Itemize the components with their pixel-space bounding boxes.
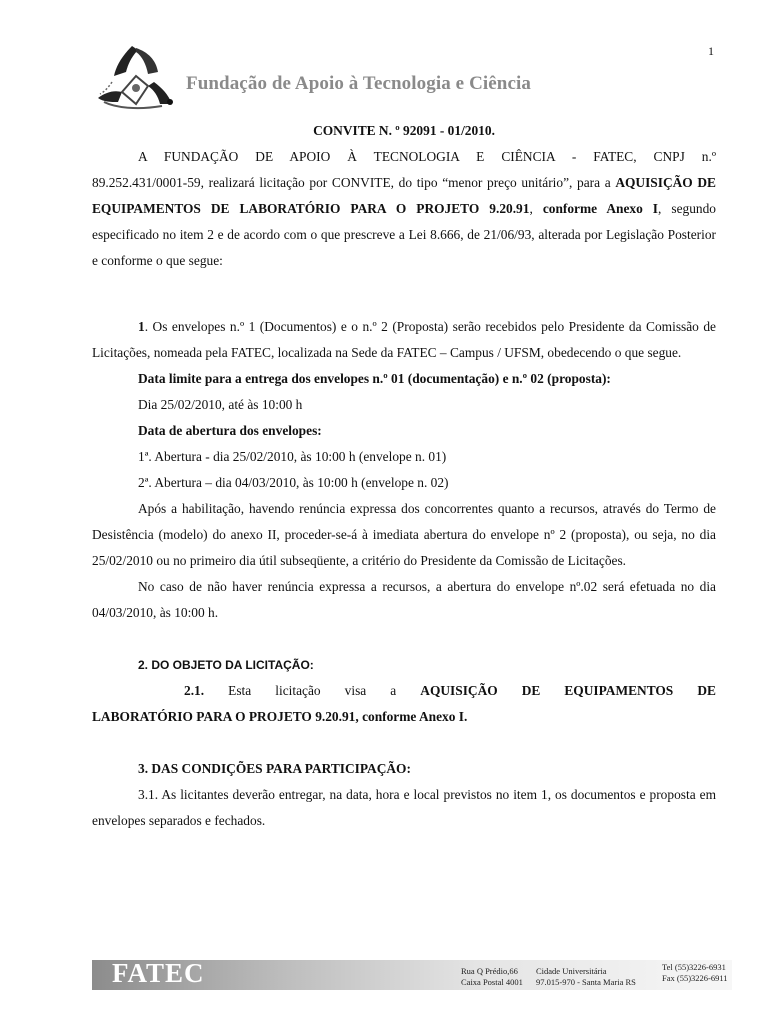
footer-city-line1: Cidade Universitária [536, 966, 607, 976]
waiver-paragraph: Após a habilitação, havendo renúncia expressa dos concorrentes quanto a recursos, através do Termo de Desistência (modelo) do anexo II, proceder-se-á à imediata abertura do envelope nº 2 (proposta), ou seja, no dia 25/02/2010 ou no primeiro dia útil subseqüente, a critério do Presidente da Comissão de Licitações. [92, 501, 716, 568]
section-2-1-bold-word: DE [697, 683, 716, 698]
section-2-1-word: visa [344, 683, 367, 698]
footer-address [461, 966, 523, 988]
section-2-1-word: a [390, 683, 397, 698]
organization-title: Fundação de Apoio à Tecnologia e Ciência [186, 73, 531, 94]
section-2-1-bold-word: DE [521, 683, 541, 698]
opening-first: 1ª. Abertura - dia 25/02/2010, às 10:00 h (envelope n. 01) [138, 449, 447, 464]
document-body [92, 118, 716, 834]
no-waiver-paragraph: No caso de não haver renúncia expressa a recursos, a abertura do envelope nº.02 será efetuada no dia 04/03/2010, às 10:00 h. [92, 579, 716, 620]
section-2-1-bold-word: EQUIPAMENTOS [564, 683, 674, 698]
opening-label: Data de abertura dos envelopes: [138, 423, 322, 438]
intro-bold-annex: conforme Anexo I [542, 201, 659, 216]
footer-city [536, 966, 636, 988]
document-title: CONVITE N. º 92091 - 01/2010. [313, 123, 495, 138]
deadline-value: Dia 25/02/2010, até às 10:00 h [138, 397, 303, 412]
intro-paragraph [92, 144, 716, 170]
footer-brand: FATEC [112, 958, 205, 988]
section-2-1-number: 2.1. [184, 683, 205, 698]
section-2-1-line1 [92, 678, 716, 704]
footer-city-line2: 97.015-970 - Santa Maria RS [536, 977, 636, 987]
page-number: 1 [708, 44, 714, 58]
intro-line2: 89.252.431/0001-59, realizará licitação por CONVITE, do tipo “menor preço unitário”, para a [92, 175, 611, 190]
section-1-text: . Os envelopes n.º 1 (Documentos) e o n.º 2 (Proposta) serão recebidos pelo Presidente da Comissão de Licitações, nomeada pela FATEC, localizada na Sede da FATEC – Campus / UFSM, obedecendo o que segue. [92, 319, 716, 360]
intro-line1: A FUNDAÇÃO DE APOIO À TECNOLOGIA E CIÊNCIA - FATEC, CNPJ n.º [138, 149, 716, 164]
section-1-paragraph [92, 314, 716, 366]
fatec-logo-icon [92, 42, 178, 114]
deadline-label: Data limite para a entrega dos envelopes n.º 01 (documentação) e n.º 02 (proposta): [138, 371, 611, 386]
opening-second: 2ª. Abertura – dia 04/03/2010, às 10:00 h (envelope n. 02) [138, 475, 449, 490]
section-2-1-line2: LABORATÓRIO PARA O PROJETO 9.20.91, conforme Anexo I. [92, 709, 468, 724]
section-3-heading: 3. DAS CONDIÇÕES PARA PARTICIPAÇÃO: [138, 761, 411, 776]
intro-bold-object: AQUISIÇÃO DE EQUIPAMENTOS DE LABORATÓRIO PARA O PROJETO 9.20.91 [92, 175, 716, 216]
intro-paragraph-cont [92, 170, 716, 274]
footer-address-line2: Caixa Postal 4001 [461, 977, 523, 987]
section-1-number: 1 [138, 319, 145, 334]
intro-bold-punct: , [529, 201, 533, 216]
footer-address-line1: Rua Q Prédio,66 [461, 966, 518, 976]
section-3-1-paragraph: 3.1. As licitantes deverão entregar, na data, hora e local previstos no item 1, os documentos e proposta em envelopes separados e fechados. [92, 787, 716, 828]
section-2-1-word: Esta [228, 683, 252, 698]
section-2-heading: 2. DO OBJETO DA LICITAÇÃO: [138, 658, 314, 672]
intro-rest: , segundo especificado no item 2 e de acordo com o que prescreve a Lei 8.666, de 21/06/93, alterada por Legislação Posterior e conforme o que segue: [92, 201, 716, 268]
section-2-1-bold-word: AQUISIÇÃO [420, 683, 498, 698]
footer-tel: Tel (55)3226-6931 [662, 962, 726, 972]
footer-contact [662, 962, 728, 984]
footer-fax: Fax (55)3226-6911 [662, 973, 728, 983]
section-2-1-word: licitação [275, 683, 321, 698]
